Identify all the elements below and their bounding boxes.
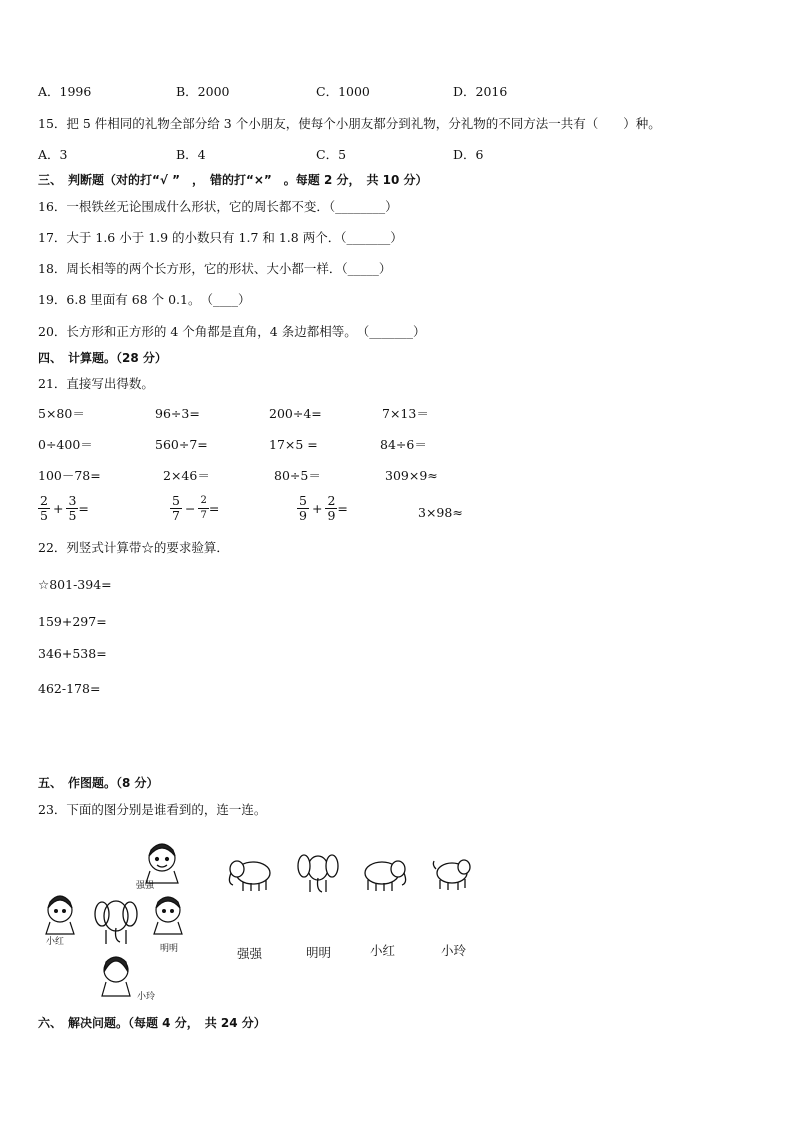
- q15-question: 15．把 5 件相同的礼物全部分给 3 个小朋友，使每个小朋友都分到礼物，分礼物的不同方法一共有（ ）种。: [38, 116, 661, 131]
- elephant-back-view-icon: [430, 855, 476, 895]
- calc-r2-c1: 0÷400＝: [38, 437, 93, 452]
- operator: +: [311, 501, 323, 516]
- denominator: 9: [327, 508, 336, 523]
- q16: 16．一根铁丝无论围成什么形状，它的周长都不变．（________）: [38, 199, 398, 214]
- denominator: 5: [40, 508, 48, 523]
- calc-r3-c1: 100－78=: [38, 468, 101, 483]
- calc-r2-c3: 17×5 =: [269, 437, 318, 452]
- operator: −: [184, 501, 196, 516]
- name-xiaoling: 小玲: [441, 943, 467, 958]
- q14-option-c: C．1000: [316, 84, 370, 99]
- fraction-expr-3: [297, 494, 348, 523]
- calc-r1-c2: 96÷3=: [155, 406, 200, 421]
- calc-r3-c3: 80÷5＝: [274, 468, 321, 483]
- elephant-front-view-icon: [296, 850, 340, 896]
- fraction-expr-2: [170, 494, 219, 523]
- equals: =: [208, 501, 220, 516]
- section-4-heading: 四、 计算题。（28 分）: [38, 351, 167, 365]
- vertical-calc-4: 462-178=: [38, 681, 101, 696]
- q14-option-d: D．2016: [453, 84, 508, 99]
- kid-right-icon: [154, 897, 182, 934]
- kid-left-icon: [46, 896, 74, 934]
- calc-r2-c2: 560÷7=: [155, 437, 208, 452]
- numerator: 2: [327, 493, 336, 508]
- elephant-side-view-icon: [225, 855, 275, 895]
- kid-label-xiaohong: 小红: [46, 937, 65, 947]
- kid-bottom-icon: [102, 957, 130, 996]
- calc-r3-c2: 2×46＝: [163, 468, 210, 483]
- fraction-expr-1: [38, 494, 89, 523]
- numerator: 3: [68, 493, 77, 508]
- operator: +: [52, 501, 64, 516]
- kid-label-qiangqiang: 强强: [136, 881, 155, 891]
- name-mingming: 明明: [306, 945, 332, 960]
- kid-label-xiaoling: 小玲: [137, 992, 156, 1002]
- equals: =: [78, 501, 89, 516]
- vertical-calc-2: 159+297=: [38, 614, 107, 629]
- kid-label-mingming: 明明: [160, 944, 179, 954]
- q14-option-a: A．1996: [38, 84, 92, 99]
- q19: 19．6.8 里面有 68 个 0.1。 （____）: [38, 292, 251, 307]
- numerator: 5: [299, 493, 307, 508]
- calc-r2-c4: 84÷6＝: [380, 437, 427, 452]
- q22: 22．列竖式计算带☆的要求验算．: [38, 540, 229, 555]
- section-5-heading: 五、 作图题。（8 分）: [38, 776, 159, 790]
- elephant-other-side-view-icon: [360, 855, 410, 895]
- equals: =: [337, 501, 348, 516]
- section-6-heading: 六、 解决问题。（每题 4 分， 共 24 分）: [38, 1016, 266, 1030]
- denominator: 9: [299, 508, 307, 523]
- vertical-calc-3: 346+538=: [38, 646, 107, 661]
- q15-option-c: C．5: [316, 147, 347, 162]
- denominator: 7: [200, 510, 207, 521]
- vertical-calc-1: ☆801-394=: [38, 577, 112, 592]
- q15-option-b: B．4: [176, 147, 206, 162]
- q20: 20．长方形和正方形的 4 个角都是直角，4 条边都相等。 （_______）: [38, 324, 426, 339]
- name-xiaohong: 小红: [370, 943, 396, 958]
- denominator: 5: [68, 508, 77, 523]
- name-qiangqiang: 强强: [237, 946, 263, 961]
- q15-option-a: A．3: [38, 147, 68, 162]
- numerator: 5: [172, 493, 180, 508]
- calc-r3-c4: 309×9≈: [385, 468, 438, 483]
- numerator: 2: [40, 493, 48, 508]
- q15-option-d: D．6: [453, 147, 484, 162]
- q18: 18．周长相等的两个长方形，它的形状、大小都一样．（_____）: [38, 261, 392, 276]
- section-3-heading: 三、 判断题（对的打“√ ” ， 错的打“×” 。每题 2 分， 共 10 分）: [38, 173, 428, 187]
- numerator: 2: [198, 494, 208, 509]
- q21: 21．直接写出得数。: [38, 376, 154, 391]
- calc-r1-c1: 5×80＝: [38, 406, 85, 421]
- calc-r1-c3: 200÷4=: [269, 406, 322, 421]
- calc-last: 3×98≈: [418, 505, 463, 520]
- elephant-center-icon: [95, 901, 137, 944]
- denominator: 7: [172, 508, 180, 523]
- q14-option-b: B．2000: [176, 84, 230, 99]
- kids-around-elephant-illustration: [40, 838, 200, 1003]
- q23: 23．下面的图分别是谁看到的，连一连。: [38, 802, 267, 817]
- q17: 17．大于 1.6 小于 1.9 的小数只有 1.7 和 1.8 两个．（_______）: [38, 230, 403, 245]
- calc-r1-c4: 7×13＝: [382, 406, 429, 421]
